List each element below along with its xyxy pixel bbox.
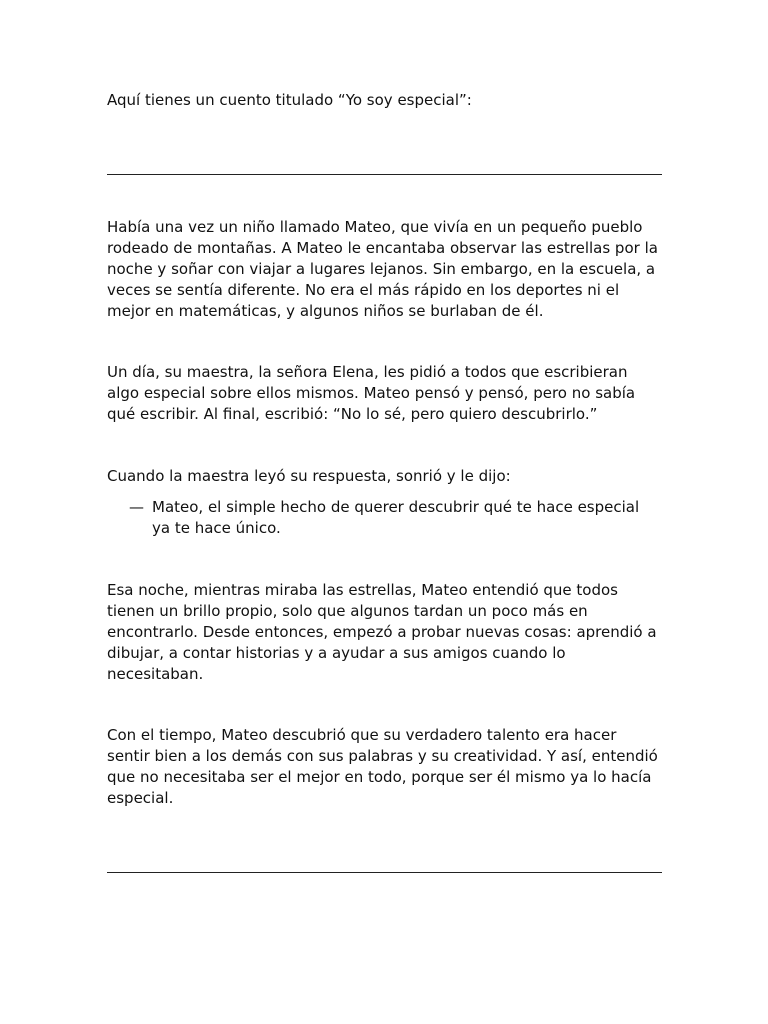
dialogue-dash: — — [129, 498, 144, 516]
dialogue-text: Mateo, el simple hecho de querer descubrir qué te hace especial ya te hace único. — [152, 498, 640, 537]
divider-bottom — [107, 872, 662, 873]
story-paragraph-2: Un día, su maestra, la señora Elena, les pidió a todos que escribieran algo especial sobre ellos mismos. Mateo pensó y pensó, pero no sabía qué escribir. Al final, escribió: “No lo sé, pero quiero descubrirlo.” — [107, 363, 636, 423]
story-paragraph-1: Había una vez un niño llamado Mateo, que vivía en un pequeño pueblo rodeado de montañas. A Mateo le encantaba observar las estrellas por la noche y soñar con viajar a lugares lejanos. Sin embargo, en la escuela, a veces se sentía diferente. No era el más rápido en los deportes ni el mejor en matemáticas, y algunos niños se burlaban de él. — [107, 218, 658, 320]
story-paragraph-3: Cuando la maestra leyó su respuesta, sonrió y le dijo: — [107, 467, 511, 485]
story-paragraph-5: Con el tiempo, Mateo descubrió que su verdadero talento era hacer sentir bien a los demás con sus palabras y su creatividad. Y así, entendió que no necesitaba ser el mejor en todo, porque ser él mismo ya lo hacía especial. — [107, 726, 658, 807]
story-paragraph-4: Esa noche, mientras miraba las estrellas, Mateo entendió que todos tienen un brillo propio, solo que algunos tardan un poco más en encontrarlo. Desde entonces, empezó a probar nuevas cosas: aprendió a dibujar, a contar historias y a ayudar a sus amigos cuando lo necesitaban. — [107, 581, 657, 683]
intro-line: Aquí tienes un cuento titulado “Yo soy especial”: — [107, 91, 472, 109]
dialogue-line — [107, 497, 662, 539]
divider-top — [107, 174, 662, 175]
